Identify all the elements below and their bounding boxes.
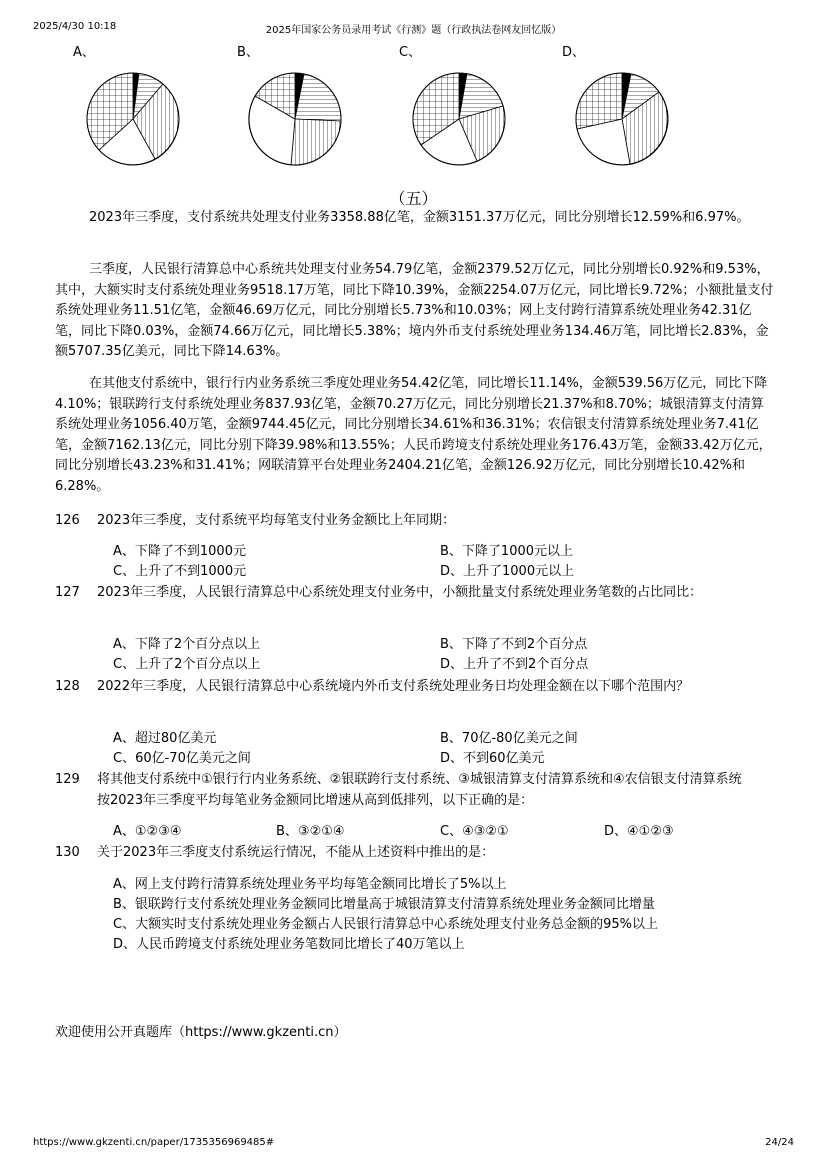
q127-option-c[interactable]: C、上升了2个百分点以上: [113, 657, 261, 672]
pie-d-grid-slice: [576, 73, 622, 129]
question-number: 128: [55, 679, 80, 694]
q127-option-b[interactable]: B、下降了不到2个百分点: [440, 637, 588, 652]
q129-option-b[interactable]: B、③②①④: [276, 824, 345, 839]
pie-chart-option-d: [571, 72, 673, 166]
question-number: 130: [55, 845, 80, 860]
q129-option-d[interactable]: D、④①②③: [604, 824, 674, 839]
q129-option-a[interactable]: A、①②③④: [113, 824, 182, 839]
q126-option-a[interactable]: A、下降了不到1000元: [113, 544, 246, 559]
material-paragraph-2: 三季度，人民银行清算总中心系统共处理支付业务54.79亿笔，金额2379.52万亿元，同比分别增长0.92%和9.53%，其中，大额实时支付系统处理业务9518.17万笔，同比下降10.39%，金额2254.07万亿元，同比增长9.72%；小额批量支付系统处理业务11.51亿笔，金额46.69万亿元，同比分别增长5.73%和10.03%；网上支付跨行清算系统处理业务42.31亿笔，同比下降0.03%，金额74.66万亿元，同比增长5.38%；境内外币支付系统处理业务134.46万笔，同比增长2.83%，金额5707.35亿美元，同比下降14.63%。: [55, 262, 774, 359]
q130-option-a[interactable]: A、网上支付跨行清算系统处理业务平均每笔金额同比增长了5%以上: [113, 877, 507, 892]
pie-chart-option-c: [408, 72, 510, 166]
q128-option-b[interactable]: B、70亿-80亿美元之间: [440, 731, 578, 746]
pie-b-vertical-slice: [291, 119, 341, 165]
footer-url: https://www.gkzenti.cn/paper/1735356969485#: [33, 1137, 275, 1148]
q127-option-d[interactable]: D、上升了不到2个百分点: [440, 657, 589, 672]
q126-option-d[interactable]: D、上升了1000元以上: [440, 564, 575, 579]
pie-option-d-label: D、: [562, 45, 586, 60]
document-title: 2025年国家公务员录用考试《行测》题（行政执法卷网友回忆版）: [265, 25, 562, 36]
question-text: 2022年三季度，人民银行清算总中心系统境内外币支付系统处理业务日均处理金额在以下哪个范围内？: [97, 679, 690, 694]
question-number: 129: [55, 772, 80, 787]
question-text: 2023年三季度，支付系统平均每笔支付业务金额比上年同期：: [97, 513, 456, 528]
q128-option-c[interactable]: C、60亿-70亿美元之间: [113, 751, 251, 766]
page-number: 24/24: [765, 1137, 794, 1148]
material-paragraph-1: 2023年三季度，支付系统共处理支付业务3358.88亿笔，金额3151.37万亿元，同比分别增长12.59%和6.97%。: [89, 210, 750, 225]
q128-option-a[interactable]: A、超过80亿美元: [113, 731, 217, 746]
print-datetime: 2025/4/30 10:18: [33, 21, 117, 32]
question-text: 2023年三季度，人民银行清算总中心系统处理支付业务中，小额批量支付系统处理业务笔数的占比同比：: [97, 585, 703, 600]
pie-option-c-label: C、: [399, 45, 422, 60]
q130-option-d[interactable]: D、人民币跨境支付系统处理业务笔数同比增长了40万笔以上: [113, 937, 465, 952]
q129-option-c[interactable]: C、④③②①: [440, 824, 509, 839]
material-paragraph-3: 在其他支付系统中，银行行内业务系统三季度处理业务54.42亿笔，同比增长11.14%，金额539.56万亿元，同比下降4.10%；银联跨行支付系统处理业务837.93亿笔，金额70.27万亿元，同比分别增长21.37%和8.70%；城银清算支付清算系统处理业务1056.40万笔，金额9744.45亿元，同比分别增长34.61%和36.31%；农信银支付清算系统处理业务7.41亿笔，金额7162.13亿元，同比分别下降39.98%和13.55%；人民币跨境支付系统处理业务176.43万笔，金额33.42万亿元，同比分别增长43.23%和31.41%；网联清算平台处理业务2404.21亿笔，金额126.92万亿元，同比分别增长10.42%和6.28%。: [55, 376, 772, 494]
question-number: 126: [55, 513, 80, 528]
pie-chart-option-a: [82, 72, 184, 166]
q126-option-b[interactable]: B、下降了1000元以上: [440, 544, 574, 559]
q128-option-d[interactable]: D、不到60亿美元: [440, 751, 545, 766]
welcome-text: 欢迎使用公开真题库（https://www.gkzenti.cn）: [55, 1025, 347, 1040]
question-number: 127: [55, 585, 80, 600]
section-title: （五）: [389, 189, 438, 208]
pie-option-b-label: B、: [237, 45, 259, 60]
pie-option-a-label: A、: [73, 45, 95, 60]
question-text: 将其他支付系统中①银行行内业务系统、②银联跨行支付系统、③城银清算支付清算系统和④农信银支付清算系统按2023年三季度平均每笔业务金额同比增速从高到低排列，以下正确的是：: [97, 772, 742, 808]
q130-option-c[interactable]: C、大额实时支付系统处理业务金额占人民银行清算总中心系统处理支付业务总金额的95%以上: [113, 917, 658, 932]
q130-option-b[interactable]: B、银联跨行支付系统处理业务金额同比增量高于城银清算支付清算系统处理业务金额同比增量: [113, 897, 655, 912]
q126-option-c[interactable]: C、上升了不到1000元: [113, 564, 247, 579]
q127-option-a[interactable]: A、下降了2个百分点以上: [113, 637, 261, 652]
pie-chart-option-b: [244, 72, 346, 166]
question-text: 关于2023年三季度支付系统运行情况，不能从上述资料中推出的是：: [97, 845, 495, 860]
